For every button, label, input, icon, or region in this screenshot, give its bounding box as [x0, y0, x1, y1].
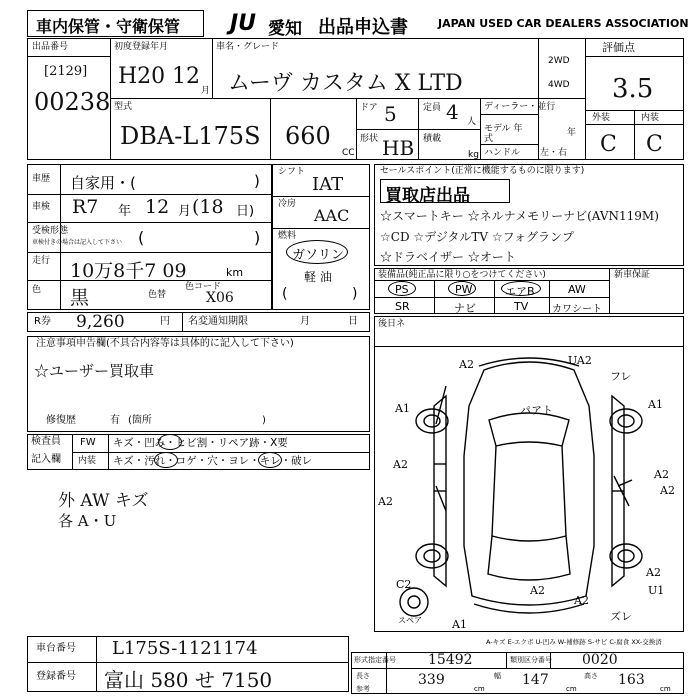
sales-line-1: ☆スマートキー ☆ネルナメモリーナビ(AVN119M) [380, 209, 659, 223]
title-change-label: 名変通知期限 [188, 316, 248, 327]
plate-label: 登録番号 [36, 671, 76, 682]
mark-ua2: UA2 [568, 354, 592, 367]
aircon-value: AAC [314, 206, 350, 225]
fuel-label: 燃料 [278, 231, 297, 241]
color-label: 色 [32, 285, 42, 295]
new-car-warranty-label: 新車保証 [614, 270, 651, 280]
history-block [27, 164, 272, 310]
displacement: 660 [285, 122, 331, 150]
rating-score: 3.5 [612, 74, 654, 104]
hand-note-1: 外 AW キズ [58, 491, 149, 511]
car-damage-diagram [374, 346, 684, 632]
association-name: JAPAN USED CAR DEALERS ASSOCIATION [438, 17, 689, 30]
mark-a2-r: A2 [654, 468, 669, 481]
rating-label: 評価点 [602, 41, 635, 54]
shape-label: 形状 [360, 134, 379, 144]
drive-2wd: 2WD [548, 56, 570, 66]
vehicle-name: ムーヴ カスタム X LTD [228, 71, 463, 96]
drive-4wd: 4WD [548, 80, 570, 90]
length-value: 339 [418, 672, 445, 688]
logo-text: JU [230, 11, 257, 36]
fuel-value: ガソリン [292, 248, 345, 263]
equip-navi: ナビ [454, 302, 476, 315]
recycle-value: 9,260 [76, 312, 125, 332]
mark-a2-r3: A2 [646, 566, 661, 579]
year-unit: 年 [567, 128, 577, 138]
mark-a2-b: A2 [530, 584, 545, 597]
model-code: DBA-L175S [120, 122, 261, 150]
checker-interior: 内装 [78, 456, 97, 466]
color-value: 黒 [70, 287, 90, 309]
mark-a2-l2: A2 [378, 495, 393, 508]
equip-airbag: エアB [505, 285, 535, 298]
sales-line-3: ☆ドラベイザー ☆オート [380, 250, 516, 264]
mark-a2-r2: A2 [660, 484, 675, 497]
mark-a1-b: A1 [452, 618, 467, 631]
repair-label: 修復歴 [46, 415, 76, 426]
checker-label-2: 記入欄 [31, 454, 61, 465]
storage-title: 車内保管・守衛保管 [36, 17, 181, 36]
mark-pat: パアト [520, 404, 553, 417]
color-code: X06 [206, 290, 234, 306]
mark-c2: C2 [396, 578, 412, 591]
ref-label: 参考 [356, 685, 370, 693]
mileage-label: 走行 [32, 256, 51, 266]
width-label: 幅 [494, 672, 501, 680]
mark-a1-l: A1 [395, 402, 410, 415]
checker-fw: FW [80, 437, 96, 448]
notes-header: 注意事項申告欄(不具合内容等は具体的に記入して下さい) [36, 338, 294, 349]
load-label: 積載 [423, 134, 442, 144]
inspection-month: 12 [145, 196, 170, 218]
category-label: 類別区分番号 [510, 656, 552, 664]
org-name: 愛知 [268, 19, 302, 39]
exterior-grade: C [600, 132, 617, 157]
lot-label: 出品番号 [32, 42, 69, 52]
history-value: 自家用・( [70, 174, 136, 192]
capacity-label: 定員 [423, 103, 442, 113]
recycle-label: R券 [34, 316, 51, 327]
checker-row-2: キズ・汚れ・コゲ・穴・ヨレ・キレ・破レ [113, 455, 313, 467]
inspection-day: (18 [192, 196, 224, 218]
mark-a2-u1: A2 [574, 594, 589, 607]
lot-sub-number: [2129] [44, 64, 88, 79]
plate-number: 富山 580 せ 7150 [104, 668, 273, 692]
chassis-label: 車台番号 [36, 643, 76, 654]
checker-label-1: 検査員 [31, 436, 61, 447]
mark-a2-tl: A2 [459, 358, 474, 371]
month-unit: 月 [201, 86, 211, 96]
checker-row-1: キズ・凹み・ヒビ割・リペア跡・X要 [113, 437, 288, 449]
form-title: 出品申込書 [318, 17, 408, 38]
chassis-number: L175S-1121174 [112, 638, 258, 659]
inspect-type-label: 受検形態 [32, 226, 69, 236]
history-label: 車歴 [32, 174, 51, 184]
equip-leather: カワシート [552, 304, 602, 315]
model-label: 型式 [114, 102, 133, 112]
equip-aw: AW [568, 283, 586, 296]
mark-a2-l: A2 [393, 458, 408, 471]
mark-zure: ズレ [610, 610, 632, 623]
km-unit: km [226, 266, 244, 279]
dealer-label: ディーラー・並行 [484, 102, 556, 112]
mileage-value: 10万8千7 09 [70, 260, 187, 282]
height-label: 高さ [584, 672, 598, 680]
first-reg-label: 初度登録年月 [114, 42, 169, 52]
equip-sr: SR [395, 300, 410, 313]
sales-point-header: セールスポイント(正常に機能するものに限ります) [380, 166, 585, 176]
capacity-value: 4 [446, 100, 459, 124]
color-code-label: 色コード [185, 282, 222, 292]
exterior-label: 外装 [592, 113, 611, 123]
aircon-label: 冷房 [278, 199, 297, 209]
shift-value: IAT [312, 174, 344, 195]
equip-tv: TV [514, 300, 529, 313]
model-year-label: モデル 年式 [484, 124, 523, 144]
inspection-label: 車検 [32, 202, 51, 212]
handle-value: 左・右 [540, 148, 568, 158]
sales-line-2: ☆CD ☆デジタルTV ☆フォグランプ [380, 230, 575, 244]
cc-unit: CC [342, 148, 355, 158]
equip-pw: PW [455, 283, 473, 296]
lot-number: 00238 [34, 88, 111, 116]
doors-value: 5 [384, 102, 397, 126]
storage-box [27, 10, 204, 37]
kg-unit: kg [468, 150, 479, 160]
doors-label: ドア [360, 103, 378, 113]
equipment-header: 装備品(純正品に限り○をつけてください) [378, 270, 546, 280]
first-reg-month: 12 [172, 64, 200, 89]
sales-title-box [380, 179, 510, 206]
length-label: 長さ [356, 672, 370, 680]
after-label: 後日ネ [378, 319, 406, 329]
notes-block [27, 336, 370, 432]
interior-grade: C [646, 132, 663, 157]
category-number: 0020 [582, 652, 618, 668]
handle-label: ハンドル [484, 148, 521, 158]
damage-legend: A-キズ E-エクボ U-凹み W-補修跡 S-サビ C-腐食 XX-交換済 [486, 638, 662, 646]
notes-entry: ☆ユーザー買取車 [34, 362, 155, 380]
interior-label: 内装 [641, 113, 660, 123]
model-cert-label: 形式指定番号 [354, 656, 396, 664]
mark-u1: U1 [648, 584, 665, 597]
spare-label: スペア [398, 616, 422, 625]
model-cert-number: 15492 [428, 652, 473, 668]
mark-fure: フレ [610, 370, 632, 383]
sales-point-title: 買取店出品 [385, 186, 470, 206]
inspection-era: R7 [72, 196, 99, 218]
repair-value: 有 [110, 415, 120, 426]
color-type-label: 色替 [148, 290, 167, 300]
shape-value: HB [382, 136, 415, 160]
shift-label: シフト [278, 167, 306, 177]
hand-note-2: 各 A・U [58, 512, 117, 530]
mark-a1-r: A1 [648, 398, 663, 411]
first-reg-era: H20 [118, 64, 166, 89]
vehicle-name-label: 車名・グレード [216, 42, 280, 52]
fuel-diesel: 軽 油 [304, 270, 332, 284]
equip-ps: PS [395, 283, 409, 296]
width-value: 147 [522, 672, 549, 688]
height-value: 163 [618, 672, 645, 688]
capacity-unit: 人 [467, 117, 477, 127]
